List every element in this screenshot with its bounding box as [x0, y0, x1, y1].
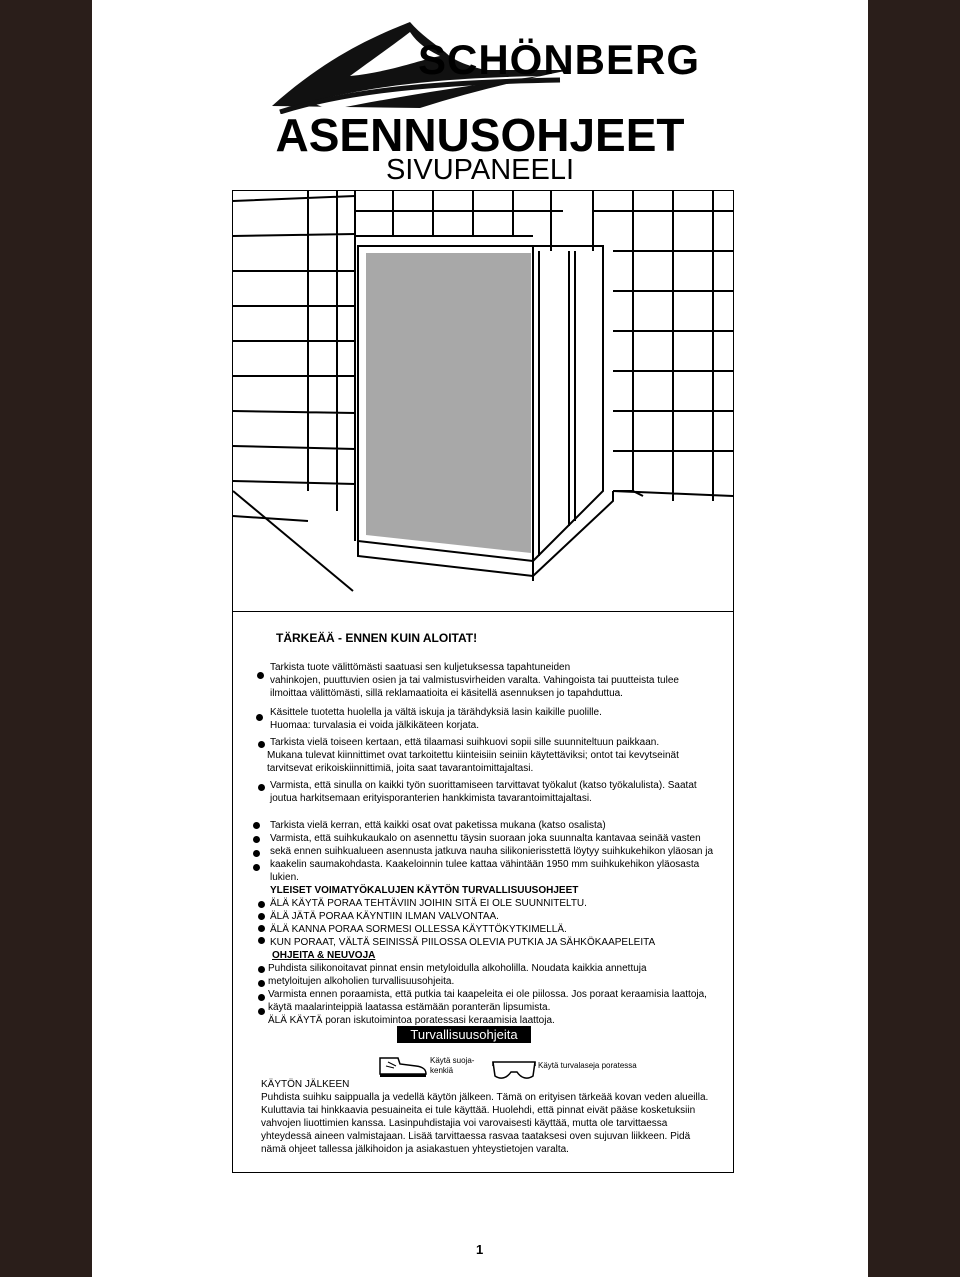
page-title: ASENNUSOHJEET — [275, 109, 685, 161]
left-margin-bar — [0, 0, 92, 1277]
shoe-caption: kenkiä — [430, 1066, 454, 1075]
bullet-dot — [258, 1008, 265, 1015]
notice-text: ÄLÄ KÄYTÄ poran iskutoimintoa poratessasi keraamisia laattoja. — [268, 1015, 555, 1026]
notice-text: lukien. — [270, 872, 299, 883]
notice-text: ÄLÄ JÄTÄ PORAA KÄYNTIIN ILMAN VALVONTAA. — [270, 911, 499, 922]
after-use-heading: KÄYTÖN JÄLKEEN — [261, 1079, 350, 1090]
page-subtitle: SIVUPANEELI — [385, 154, 575, 186]
after-use-text: vahvojen liuottimien kanssa. Lasinpuhdistajia voi varovaisesti käyttää, mutta ole tarvittaessa — [261, 1118, 668, 1129]
bullet-dot — [253, 864, 260, 871]
safety-heading: YLEISET VOIMATYÖKALUJEN KÄYTÖN TURVALLISUUSOHJEET — [270, 885, 579, 896]
notice-text: Tarkista vielä toiseen kertaan, että tilaamasi suihkuovi sopii sille suunniteltuun paikkaan. — [270, 737, 660, 748]
bullet-dot — [258, 966, 265, 973]
safety-badge: Turvallisuusohjeita — [397, 1026, 531, 1043]
notice-text: ÄLÄ KANNA PORAA SORMESI OLLESSA KÄYTTÖKYTKIMELLÄ. — [270, 924, 567, 935]
after-use-text: nämä ohjeet tallessa jälkihoidon ja asiakastuen yhteystietojen varalta. — [261, 1144, 569, 1155]
notice-text: Tarkista vielä kerran, että kaikki osat ovat paketissa mukana (katso osalista) — [270, 820, 606, 831]
notice-text: kaakelin saumakohdasta. Kaakeloinnin tulee kattaa vähintään 1950 mm suihkukehikon yläosasta — [270, 859, 700, 870]
notice-text: Käsittele tuotetta huolella ja vältä iskuja ja tärähdyksiä lasin kaikille puolille. — [270, 707, 602, 718]
important-heading: TÄRKEÄÄ - ENNEN KUIN ALOITAT! — [276, 631, 478, 645]
bullet-dot — [258, 741, 265, 748]
bullet-dot — [253, 822, 260, 829]
notice-text: Mukana tulevat kiinnittimet ovat tarkoitettu kiinteisiin seiniin käytettäviksi; ontot tai kevytseinät — [267, 750, 679, 761]
bullet-dot — [258, 980, 265, 987]
notice-text: Huomaa: turvalasia ei voida jälkikäteen korjata. — [270, 720, 479, 731]
bullet-dot — [258, 913, 265, 920]
shower-panel-drawing — [233, 191, 733, 611]
notice-text: vahinkojen, puuttuvien osien ja tai valmistusvirheiden varalta. Vahingoista tai puutteista tulee — [270, 675, 679, 686]
safety-shoe-icon — [376, 1054, 428, 1078]
bullet-dot — [253, 850, 260, 857]
notice-text: Tarkista tuote välittömästi saatuasi sen kuljetuksessa tapahtuneiden — [270, 662, 571, 673]
notice-text: tarvitsevat erikoiskiinnittimiä, joita saat tavarantoimittajaltasi. — [267, 763, 534, 774]
notice-text: Varmista, että sinulla on kaikki työn suorittamiseen tarvittavat työkalut (katso työkalulista). Saatat — [270, 780, 697, 791]
notice-text: KUN PORAAT, VÄLTÄ SEINISSÄ PIILOSSA OLEVIA PUTKIA JA SÄHKÖKAAPELEITA — [270, 937, 656, 948]
after-use-text: Puhdista suihku saippualla ja vedellä käytön jälkeen. Tämä on erityisen tärkeää kovan veden alueilla. — [261, 1092, 709, 1103]
page-number: 1 — [476, 1242, 484, 1257]
notice-text: Varmista, että suihkukaukalo on asennettu täysin suoraan joka suunnalta kantavaa seinää vasten — [270, 833, 701, 844]
bullet-dot — [253, 836, 260, 843]
bullet-dot — [258, 925, 265, 932]
brand-name: SCHÖNBERG — [418, 36, 701, 83]
shoe-caption: Käytä suoja- — [430, 1056, 475, 1065]
right-margin-bar — [868, 0, 960, 1277]
notice-text: sekä ennen suihkualueen asennusta jatkuva nauha silikonierisstettä löytyy suihkukehikon yläosan ja — [270, 846, 714, 857]
notice-text: ÄLÄ KÄYTÄ PORAA TEHTÄVIIN JOIHIN SITÄ EI OLE SUUNNITELTU. — [270, 898, 587, 909]
notice-text: Varmista ennen poraamista, että putkia tai kaapeleita ei ole piilossa. Jos poraat keraamisia laattoja, — [268, 989, 707, 1000]
safety-glasses-icon — [491, 1058, 537, 1082]
notice-text: käytä maalarinteippiä laatassa estämään poranterän lipsumista. — [268, 1002, 551, 1013]
bullet-dot — [258, 994, 265, 1001]
after-use-text: yhteydessä aineen valmistajaan. Lisää tarvittaessa rasvaa taataksesi oven sujuvan liikkeen. Pidä — [261, 1131, 691, 1142]
bullet-dot — [258, 784, 265, 791]
bullet-dot — [257, 672, 264, 679]
bullet-dot — [258, 937, 265, 944]
glass-panel — [366, 253, 531, 553]
after-use-text: Kuluttavia tai hinkkaavia pesuaineita ei tule käyttää. Huolehdi, että pinnat eivät pääse kosketuksiin — [261, 1105, 696, 1116]
notice-text: ilmoittaa välittömästi, sillä reklamaatioita ei käsitellä asennuksen jo tapahduttua. — [270, 688, 623, 699]
tips-heading: OHJEITA & NEUVOJA — [272, 950, 376, 961]
notice-text: metyloitujen alkoholien turvallisuusohjeita. — [268, 976, 455, 987]
notice-text: Puhdista silikonoitavat pinnat ensin metyloidulla alkoholilla. Noudata kaikkia annettuja — [268, 963, 647, 974]
notice-text: joutua harkitsemaan erityisporanterien hankkimista tavarantoimittajaltasi. — [270, 793, 592, 804]
shower-panel-illustration — [232, 190, 734, 612]
bullet-dot — [256, 714, 263, 721]
bullet-dot — [258, 901, 265, 908]
glasses-caption: Käytä turvalaseja poratessa — [538, 1061, 637, 1070]
